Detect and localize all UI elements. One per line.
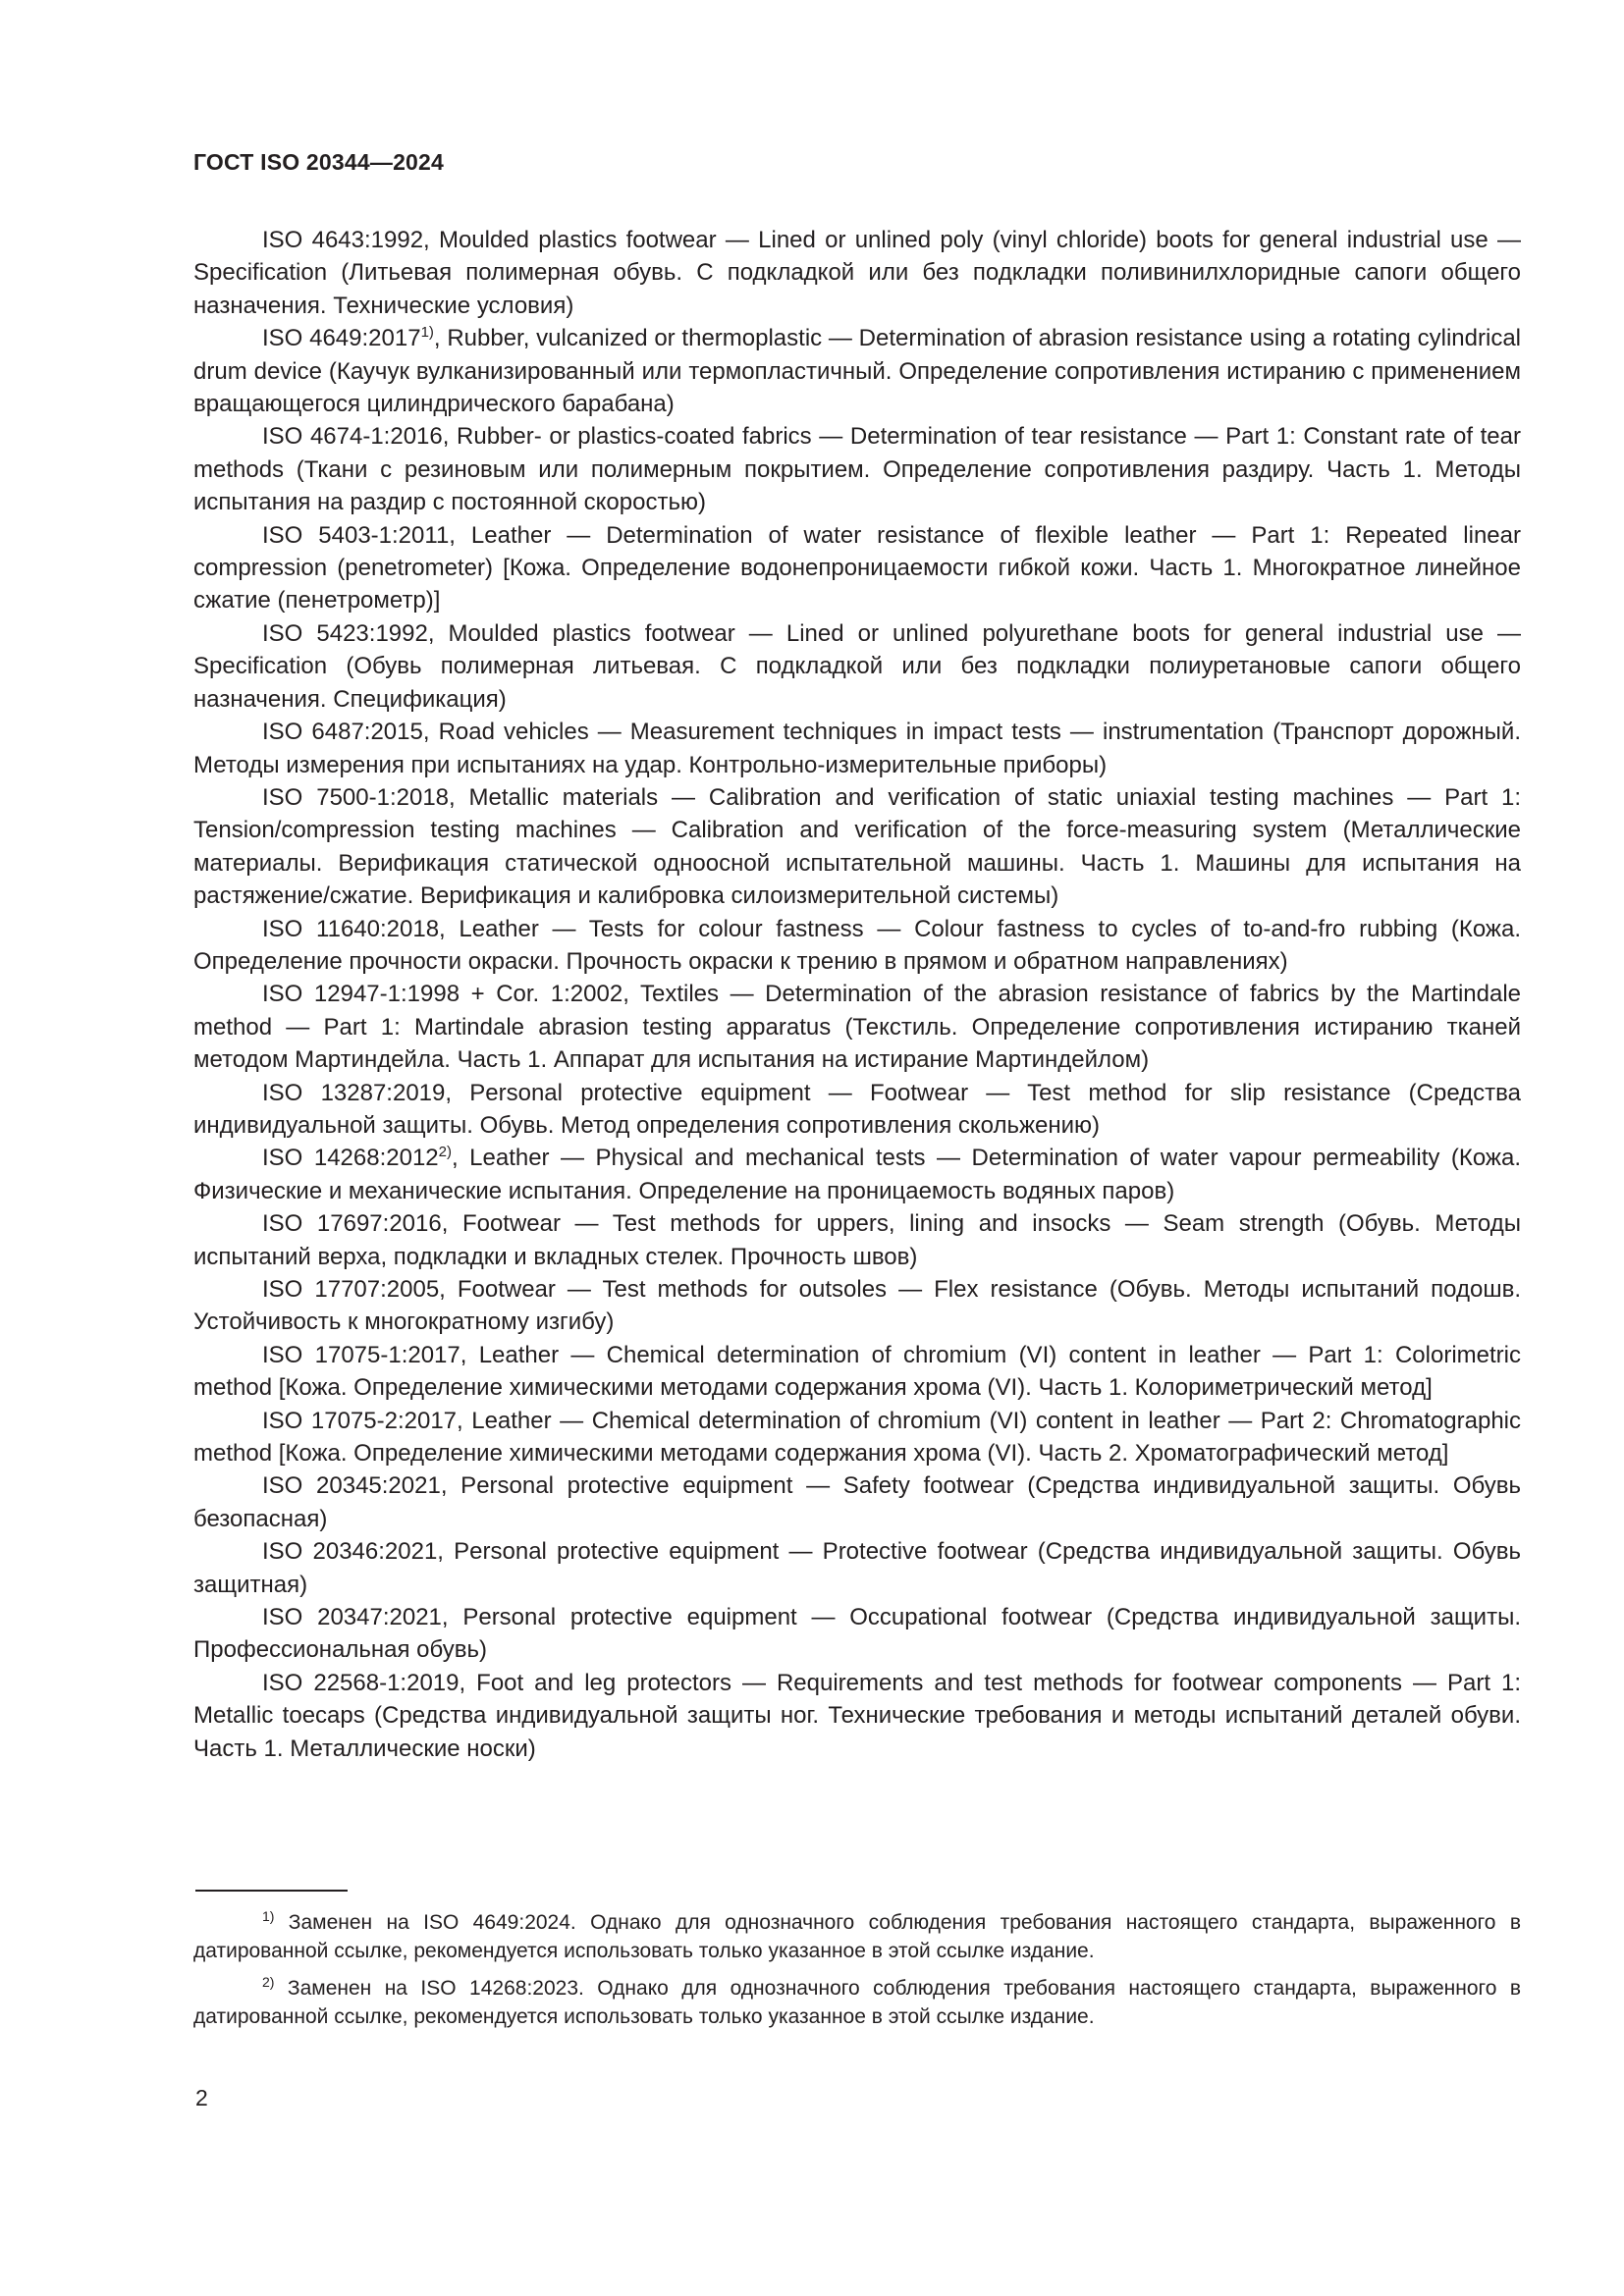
reference-designation: ISO 14268:2012	[262, 1145, 439, 1172]
reference-title: , Leather — Physical and mechanical tests — Determination of water vapour permeability (Кожа. Физические и механические испытания. Определение на проницаемость водяных паров)	[193, 1145, 1521, 1204]
footnotes	[193, 1908, 1521, 2040]
reference-item: ISO 13287:2019, Personal protective equipment — Footwear — Test method for slip resistance (Средства индивидуальной защиты. Обувь. Метод определения сопротивления скольжению)	[193, 1079, 1521, 1139]
footnote-number: 1)	[262, 1908, 275, 1924]
document-header: ГОСТ ISO 20344—2024	[193, 149, 445, 175]
footnote	[193, 1908, 1521, 1965]
reference-item	[193, 322, 1521, 420]
reference-item: ISO 17697:2016, Footwear — Test methods for uppers, lining and insocks — Seam strength (Обувь. Методы испытаний верха, подкладки и вкладных стелек. Прочность швов)	[193, 1210, 1521, 1270]
reference-item: ISO 5403-1:2011, Leather — Determination of water resistance of flexible leather — Part 1: Repeated linear compression (penetrometer) [Кожа. Определение водонепроницаемости гибкой кожи. Часть 1. Многократное линейное сжатие (пенетрометр)]	[193, 521, 1521, 614]
normative-references-list	[193, 224, 1521, 1765]
page-number: 2	[195, 2085, 208, 2110]
footnote-text: Заменен на ISO 4649:2024. Однако для однозначного соблюдения требования настоящего стандарта, выраженного в датированной ссылке, рекомендуется использовать только указанное в этой ссылке издание.	[193, 1911, 1521, 1962]
reference-item: ISO 20346:2021, Personal protective equipment — Protective footwear (Средства индивидуальной защиты. Обувь защитная)	[193, 1538, 1521, 1598]
reference-item: ISO 4674-1:2016, Rubber- or plastics-coated fabrics — Determination of tear resistance — Part 1: Constant rate of tear methods (Ткани с резиновым или полимерным покрытием. Определение сопротивления раздиру. Часть 1. Методы испытания на раздир с постоянной скоростью)	[193, 423, 1521, 516]
reference-item: ISO 4643:1992, Moulded plastics footwear — Lined or unlined poly (vinyl chloride) boots for general industrial use — Specification (Литьевая полимерная обувь. С подкладкой или без подкладки поливинилхлоридные сапоги общего назначения. Технические условия)	[193, 227, 1521, 319]
reference-item: ISO 17075-1:2017, Leather — Chemical determination of chromium (VI) content in leather — Part 1: Colorimetric method [Кожа. Определение химическими методами содержания хрома (VI). Часть 1. Колориметрический метод]	[193, 1341, 1521, 1402]
reference-item: ISO 7500-1:2018, Metallic materials — Calibration and verification of static uniaxial testing machines — Part 1: Tension/compression testing machines — Calibration and verification of the force-measuring system (Металлические материалы. Верификация статической одноосной испытательной машины. Часть 1. Машины для испытания на растяжение/сжатие. Верификация и калибровка силоизмерительной системы)	[193, 783, 1521, 910]
footnote-marker[interactable]: 2)	[438, 1144, 452, 1161]
reference-item: ISO 6487:2015, Road vehicles — Measurement techniques in impact tests — instrumentation (Транспорт дорожный. Методы измерения при испытаниях на удар. Контрольно-измерительные приборы)	[193, 719, 1521, 778]
reference-item: ISO 5423:1992, Moulded plastics footwear — Lined or unlined polyurethane boots for general industrial use — Specification (Обувь полимерная литьевая. С подкладкой или без подкладки полиуретановые сапоги общего назначения. Спецификация)	[193, 619, 1521, 713]
reference-item: ISO 12947-1:1998 + Cor. 1:2002, Textiles — Determination of the abrasion resistance of fabrics by the Martindale method — Part 1: Martindale abrasion testing apparatus (Текстиль. Определение сопротивления истиранию тканей методом Мартиндейла. Часть 1. Аппарат для испытания на истирание Мартиндейлом)	[193, 981, 1521, 1074]
footnote	[193, 1974, 1521, 2031]
footnote-text: Заменен на ISO 14268:2023. Однако для однозначного соблюдения требования настоящего стандарта, выраженного в датированной ссылке, рекомендуется использовать только указанное в этой ссылке издание.	[193, 1977, 1521, 2028]
reference-designation: ISO 4649:2017	[262, 325, 421, 352]
reference-item	[193, 1142, 1521, 1207]
reference-item: ISO 11640:2018, Leather — Tests for colour fastness — Colour fastness to cycles of to-and-fro rubbing (Кожа. Определение прочности окраски. Прочность окраски к трению в прямом и обратном направлениях)	[193, 915, 1521, 975]
footnote-separator	[195, 1890, 348, 1892]
reference-item: ISO 20347:2021, Personal protective equipment — Occupational footwear (Средства индивидуальной защиты. Профессиональная обувь)	[193, 1604, 1521, 1664]
reference-item: ISO 20345:2021, Personal protective equipment — Safety footwear (Средства индивидуальной защиты. Обувь безопасная)	[193, 1472, 1521, 1532]
reference-item: ISO 17707:2005, Footwear — Test methods for outsoles — Flex resistance (Обувь. Методы испытаний подошв. Устойчивость к многократному изгибу)	[193, 1276, 1521, 1336]
reference-item: ISO 17075-2:2017, Leather — Chemical determination of chromium (VI) content in leather — Part 2: Chromatographic method [Кожа. Определение химическими методами содержания хрома (VI). Часть 2. Хроматографический метод]	[193, 1407, 1521, 1468]
footnote-marker[interactable]: 1)	[420, 324, 434, 342]
reference-item: ISO 22568-1:2019, Foot and leg protectors — Requirements and test methods for footwear components — Part 1: Metallic toecaps (Средства индивидуальной защиты ног. Технические требования и методы испытаний деталей обуви. Часть 1. Металлические носки)	[193, 1669, 1521, 1762]
reference-title: , Rubber, vulcanized or thermoplastic — Determination of abrasion resistance using a rotating cylindrical drum device (Каучук вулканизированный или термопластичный. Определение сопротивления истиранию с применением вращающегося цилиндрического барабана)	[193, 325, 1521, 418]
footnote-number: 2)	[262, 1974, 275, 1990]
